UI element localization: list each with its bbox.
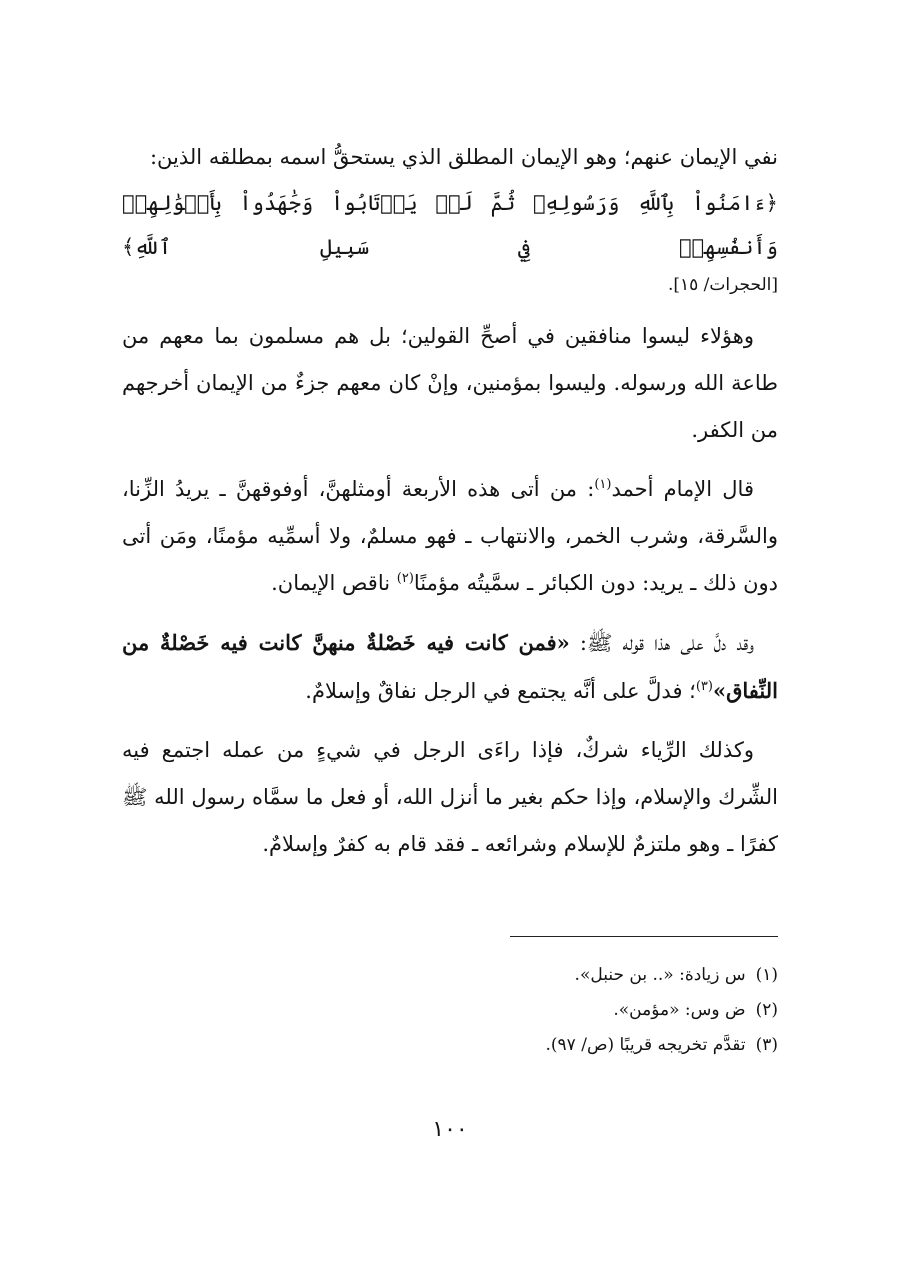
footnote-number: (١) [755,965,778,985]
footnote-number: (٣) [755,1035,778,1055]
hadith-quote: «فمن كانت فيه خَصْلةٌ منهنَّ كانت فيه خَصْلةٌ من النِّفاق» [122,630,778,703]
quran-verse: ﴿ءَامَنُواْ بِٱللَّهِ وَرَسُولِهِۦ ثُمَّ لَمۡ يَرۡتَابُواْ وَجَٰهَدُواْ بِأَمۡوَٰلِهِمۡ وَأَنفُسِهِمۡ فِي سَبِيلِ ٱللَّهِ﴾ [122,191,778,259]
footnote-text: ض وس: «مؤمن». [613,1000,746,1020]
footnote-1 [122,958,778,993]
footnote-separator [510,936,778,937]
paragraph-5: وكذلك الرِّياء شركٌ، فإذا راءَى الرجل في شيءٍ من عمله اجتمع فيه الشِّرك والإسلام، وإذا حكم بغير ما أنزل الله، أو فعل ما سمَّاه رسول الله ﷺ كفرًا ـ وهو ملتزمٌ للإسلام وشرائعه ـ فقد قام به كفرٌ وإسلامٌ. [122,738,778,856]
footnote-3 [122,1028,778,1063]
paragraph-3-part-b: : من أتى هذه الأربعة أومثلهنَّ، أوفوقهنَّ ـ يريدُ الزِّنا، والسَّرقة، وشرب الخمر، والانتهاب ـ فهو مسلمٌ، ولا أسمِّيه مؤمنًا، ومَن أتى دون ذلك ـ يريد: دون الكبائر ـ سمَّيتُه مؤمنًا [122,477,778,595]
footnotes [122,958,778,1063]
paragraph-1 [122,134,778,301]
paragraph-3-part-a: قال الإمام أحمد [611,477,754,501]
footnote-ref-3[interactable]: (٣) [695,679,713,694]
paragraph-4-part-a: وقد دلَّ على هذا قوله ﷺ: [569,631,755,655]
footnote-text: س زيادة: «.. بن حنبل». [574,965,746,985]
paragraph-1-text: نفي الإيمان عنهم؛ وهو الإيمان المطلق الذي يستحقُّ اسمه بمطلقه الذين: [149,145,778,169]
footnote-number: (٢) [755,1000,778,1020]
footnote-2 [122,993,778,1028]
footnote-ref-1[interactable]: (١) [594,477,612,492]
page-body [122,134,778,868]
page-number: ١٠٠ [432,1117,468,1142]
paragraph-4-part-b: ؛ فدلَّ على أنَّه يجتمع في الرجل نفاقٌ وإسلامٌ. [305,679,696,703]
paragraph-3 [122,466,778,607]
footnote-text: تقدَّم تخريجه قريبًا (ص/ ٩٧). [545,1035,746,1055]
paragraph-4 [122,619,778,715]
quran-reference: [الحجرات/ ١٥]. [667,275,778,295]
paragraph-3-part-c: ناقص الإيمان. [271,571,397,595]
paragraph-2: وهؤلاء ليسوا منافقين في أصحِّ القولين؛ بل هم مسلمون بما معهم من طاعة الله ورسوله. وليسوا بمؤمنين، وإنْ كان معهم جزءٌ من الإيمان أخرجهم من الكفر. [122,324,778,442]
footnote-ref-2[interactable]: (٢) [396,571,414,586]
